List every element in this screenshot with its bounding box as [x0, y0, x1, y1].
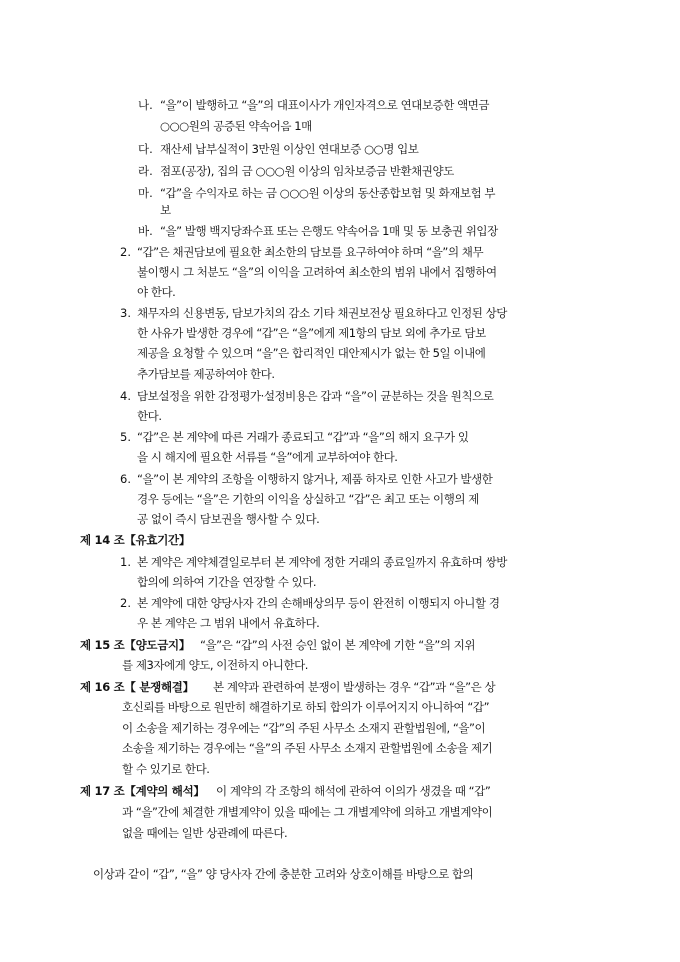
article-16-text: 소송을 제기하는 경우에는 “을”의 주된 사무소 소재지 관할법원에 소송을 제기	[122, 741, 493, 755]
article-15-text: “을”은 “갑”의 사전 승인 없이 본 계약에 기한 “을”의 지위	[200, 638, 476, 652]
article-17-text: 이 계약의 각 조항의 해석에 관하여 이의가 생겼을 때 “갑”	[216, 784, 491, 798]
clause-number: 5.	[120, 430, 131, 444]
clause-line: “갑”은 본 계약에 따른 거래가 종료되고 “갑”과 “을”의 해지 요구가 있	[137, 430, 469, 444]
clause-line: 한다.	[137, 409, 162, 423]
clause-line: “을”이 본 계약의 조항을 이행하지 않거나, 제품 하자로 인한 사고가 발생한	[137, 472, 493, 486]
clause-line: 본 계약은 계약체결일로부터 본 계약에 정한 거래의 종료일까지 유효하며 쌍방	[137, 555, 507, 569]
clause-number: 3.	[120, 306, 131, 320]
sub-item-text: “을” 발행 백지당좌수표 또는 은행도 약속어음 1매 및 동 보충권 위입장	[160, 224, 498, 238]
clause-line: 야 한다.	[137, 285, 176, 299]
clause-line: 제공을 요청할 수 있으며 “을”은 합리적인 대안제시가 없는 한 5일 이내에	[137, 346, 486, 360]
article-17-text: 없을 때에는 일반 상관례에 따른다.	[122, 826, 288, 840]
clause-line: 을 시 해지에 필요한 서류를 “을”에게 교부하여야 한다.	[137, 450, 398, 464]
sub-item-text: “을”이 발행하고 “을”의 대표이사가 개인자격으로 연대보증한 액면금	[160, 98, 490, 112]
sub-item-label: 바.	[138, 224, 153, 238]
sub-item-text: 점포(공장), 집의 금 ○○○원 이상의 임차보증금 반환채권양도	[160, 164, 454, 178]
clause-line: 본 계약에 대한 양당사자 간의 손해배상의무 등이 완전히 이행되지 아니할 경	[137, 596, 500, 610]
clause-line: “갑”은 채권담보에 필요한 최소한의 담보를 요구하여야 하며 “을”의 채무	[137, 245, 484, 259]
clause-line: 공 없이 즉시 담보권을 행사할 수 있다.	[137, 512, 320, 526]
clause-line: 추가담보를 제공하여야 한다.	[137, 367, 275, 381]
article-16-text: 할 수 있기로 한다.	[122, 762, 210, 776]
clause-number: 1.	[120, 555, 131, 569]
article-16-heading: 제 16 조【 분쟁해결】	[80, 680, 194, 694]
sub-item-text: 재산세 납부실적이 3만원 이상인 연대보증 ○○명 입보	[160, 142, 419, 156]
clause-number: 4.	[120, 389, 131, 403]
sub-item-text: ○○○원의 공증된 약속어음 1매	[160, 119, 312, 133]
clause-line: 합의에 의하여 기간을 연장할 수 있다.	[137, 575, 317, 589]
article-16-text: 호신뢰를 바탕으로 원만히 해결하기로 하되 합의가 이루어지지 아니하여 “갑”	[122, 700, 490, 714]
sub-item-text: “갑”을 수익자로 하는 금 ○○○원 이상의 동산종합보험 및 화재보험 부	[160, 186, 496, 200]
sub-item-text: 보	[160, 203, 171, 217]
clause-line: 불이행시 그 처분도 “을”의 이익을 고려하여 최소한의 범위 내에서 집행하여	[137, 265, 497, 279]
article-15-text: 를 제3자에게 양도, 이전하지 아니한다.	[122, 658, 308, 672]
clause-line: 한 사유가 발생한 경우에 “갑”은 “을”에게 제1항의 담보 외에 추가로 담보	[137, 326, 486, 340]
sub-item-label: 다.	[138, 142, 153, 156]
article-17-text: 과 “을”간에 체결한 개별계약이 있을 때에는 그 개별계약에 의하고 개별계약이	[122, 805, 493, 819]
clause-line: 담보설정을 위한 감정평가·설정비용은 갑과 “을”이 균분하는 것을 원칙으로	[137, 389, 494, 403]
article-15-heading: 제 15 조【양도금지】	[80, 638, 191, 652]
clause-number: 6.	[120, 472, 131, 486]
clause-line: 경우 등에는 “을”은 기한의 이익을 상실하고 “갑”은 최고 또는 이행의 제	[137, 492, 479, 506]
article-17-heading: 제 17 조【계약의 해석】	[80, 784, 205, 798]
sub-item-label: 라.	[138, 164, 153, 178]
clause-number: 2.	[120, 245, 131, 259]
clause-line: 우 본 계약은 그 범위 내에서 유효하다.	[137, 616, 320, 630]
clause-number: 2.	[120, 596, 131, 610]
closing-paragraph: 이상과 같이 “갑”, “을” 양 당사자 간에 충분한 고려와 상호이해를 바탕으로 합의	[93, 867, 474, 881]
clause-line: 채무자의 신용변동, 담보가치의 감소 기타 채권보전상 필요하다고 인정된 상당	[137, 306, 507, 320]
article-14-heading: 제 14 조【유효기간】	[80, 533, 191, 547]
sub-item-label: 나.	[138, 98, 153, 112]
article-16-text: 본 계약과 관련하여 분쟁이 발생하는 경우 “갑”과 “을”은 상	[213, 680, 496, 694]
article-16-text: 이 소송을 제기하는 경우에는 “갑”의 주된 사무소 소재지 관할법원에, “을”이	[122, 721, 486, 735]
sub-item-label: 마.	[138, 186, 153, 200]
